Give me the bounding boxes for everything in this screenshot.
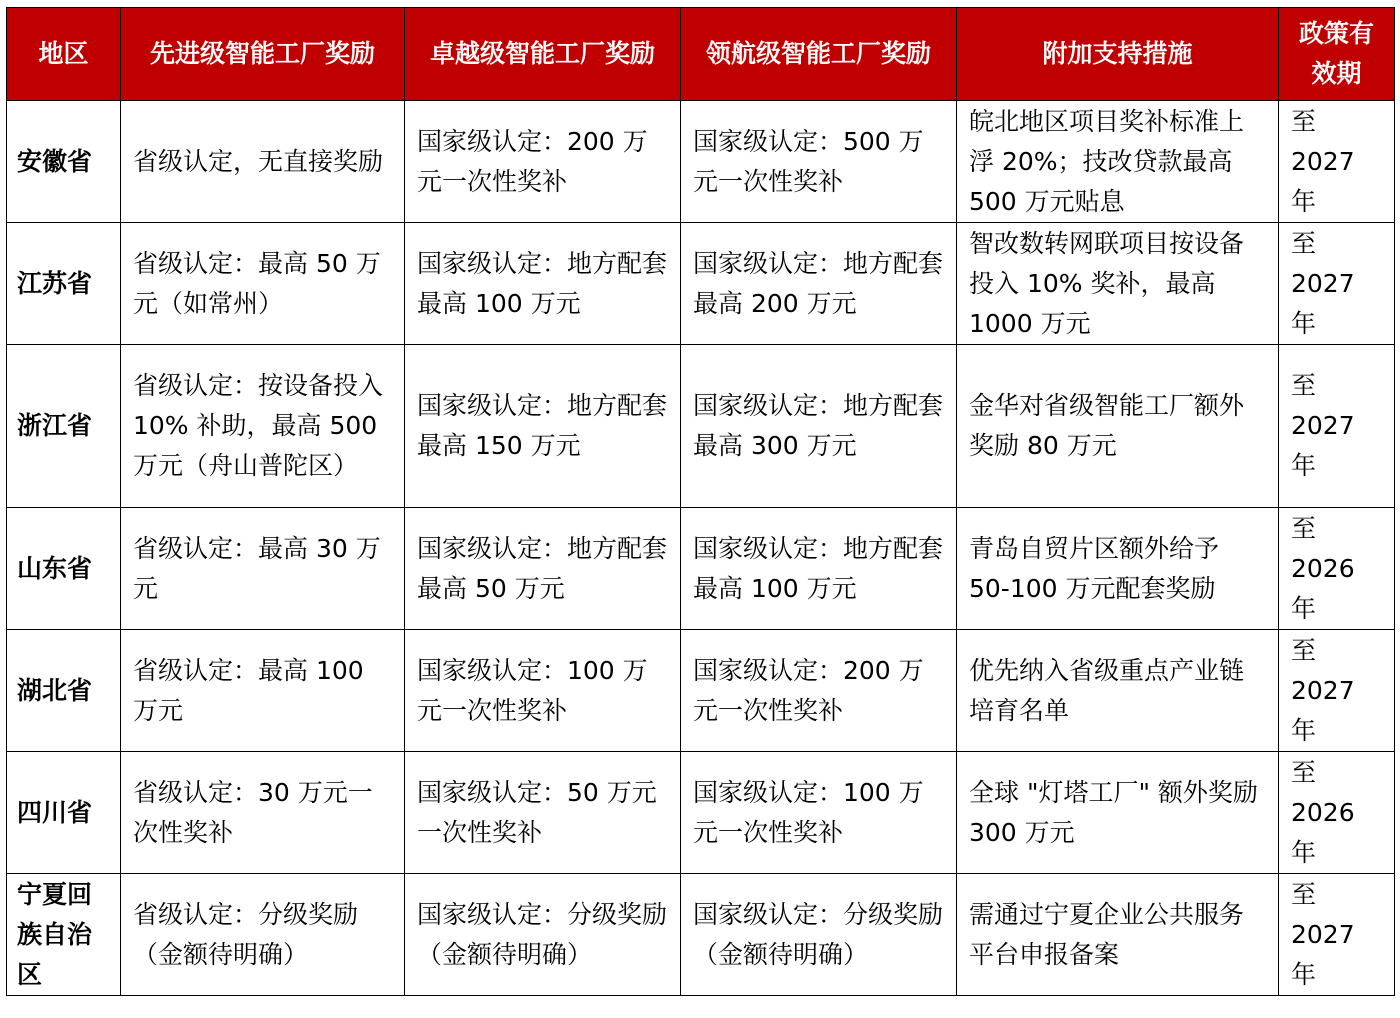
table-row (7, 874, 1395, 996)
excellent-reward-cell: 国家级认定：200 万元一次性奖补 (405, 101, 681, 223)
region-cell: 山东省 (7, 508, 121, 630)
advanced-reward-cell: 省级认定：分级奖励（金额待明确） (121, 874, 405, 996)
region-cell: 安徽省 (7, 101, 121, 223)
extra-support-cell: 皖北地区项目奖补标准上浮 20%；技改贷款最高 500 万元贴息 (957, 101, 1279, 223)
table-row (7, 752, 1395, 874)
excellent-reward-cell: 国家级认定：50 万元一次性奖补 (405, 752, 681, 874)
extra-support-cell: 青岛自贸片区额外给予 50-100 万元配套奖励 (957, 508, 1279, 630)
table-row (7, 345, 1395, 508)
excellent-reward-cell: 国家级认定：地方配套最高 100 万元 (405, 223, 681, 345)
extra-support-cell: 金华对省级智能工厂额外奖励 80 万元 (957, 345, 1279, 508)
leading-reward-cell: 国家级认定：地方配套最高 300 万元 (681, 345, 957, 508)
leading-reward-cell: 国家级认定：地方配套最高 100 万元 (681, 508, 957, 630)
leading-reward-cell: 国家级认定：500 万元一次性奖补 (681, 101, 957, 223)
header-region: 地区 (7, 8, 121, 101)
excellent-reward-cell: 国家级认定：分级奖励（金额待明确） (405, 874, 681, 996)
extra-support-cell: 智改数转网联项目按设备投入 10% 奖补，最高 1000 万元 (957, 223, 1279, 345)
leading-reward-cell: 国家级认定：分级奖励（金额待明确） (681, 874, 957, 996)
advanced-reward-cell: 省级认定：最高 30 万元 (121, 508, 405, 630)
policy-period-cell: 至 2027 年 (1279, 101, 1395, 223)
policy-period-cell: 至 2027 年 (1279, 345, 1395, 508)
table-row (7, 101, 1395, 223)
region-cell: 江苏省 (7, 223, 121, 345)
table-row (7, 508, 1395, 630)
header-excellent-reward: 卓越级智能工厂奖励 (405, 8, 681, 101)
leading-reward-cell: 国家级认定：100 万元一次性奖补 (681, 752, 957, 874)
leading-reward-cell: 国家级认定：地方配套最高 200 万元 (681, 223, 957, 345)
header-policy-period: 政策有效期 (1279, 8, 1395, 101)
region-cell: 四川省 (7, 752, 121, 874)
extra-support-cell: 全球 "灯塔工厂" 额外奖励 300 万元 (957, 752, 1279, 874)
policy-period-cell: 至 2027 年 (1279, 874, 1395, 996)
smart-factory-policy-table (6, 7, 1395, 996)
extra-support-cell: 需通过宁夏企业公共服务平台申报备案 (957, 874, 1279, 996)
region-cell: 宁夏回族自治区 (7, 874, 121, 996)
leading-reward-cell: 国家级认定：200 万元一次性奖补 (681, 630, 957, 752)
advanced-reward-cell: 省级认定：按设备投入 10% 补助，最高 500 万元（舟山普陀区） (121, 345, 405, 508)
advanced-reward-cell: 省级认定：30 万元一次性奖补 (121, 752, 405, 874)
header-extra-support: 附加支持措施 (957, 8, 1279, 101)
table-row (7, 223, 1395, 345)
excellent-reward-cell: 国家级认定：地方配套最高 50 万元 (405, 508, 681, 630)
policy-period-cell: 至 2027 年 (1279, 223, 1395, 345)
region-cell: 湖北省 (7, 630, 121, 752)
policy-period-cell: 至 2027 年 (1279, 630, 1395, 752)
header-advanced-reward: 先进级智能工厂奖励 (121, 8, 405, 101)
advanced-reward-cell: 省级认定：最高 100 万元 (121, 630, 405, 752)
excellent-reward-cell: 国家级认定：地方配套最高 150 万元 (405, 345, 681, 508)
table-header-row (7, 8, 1395, 101)
table-row (7, 630, 1395, 752)
advanced-reward-cell: 省级认定：最高 50 万元（如常州） (121, 223, 405, 345)
advanced-reward-cell: 省级认定，无直接奖励 (121, 101, 405, 223)
region-cell: 浙江省 (7, 345, 121, 508)
policy-period-cell: 至 2026 年 (1279, 508, 1395, 630)
extra-support-cell: 优先纳入省级重点产业链培育名单 (957, 630, 1279, 752)
header-leading-reward: 领航级智能工厂奖励 (681, 8, 957, 101)
excellent-reward-cell: 国家级认定：100 万元一次性奖补 (405, 630, 681, 752)
policy-period-cell: 至 2026 年 (1279, 752, 1395, 874)
